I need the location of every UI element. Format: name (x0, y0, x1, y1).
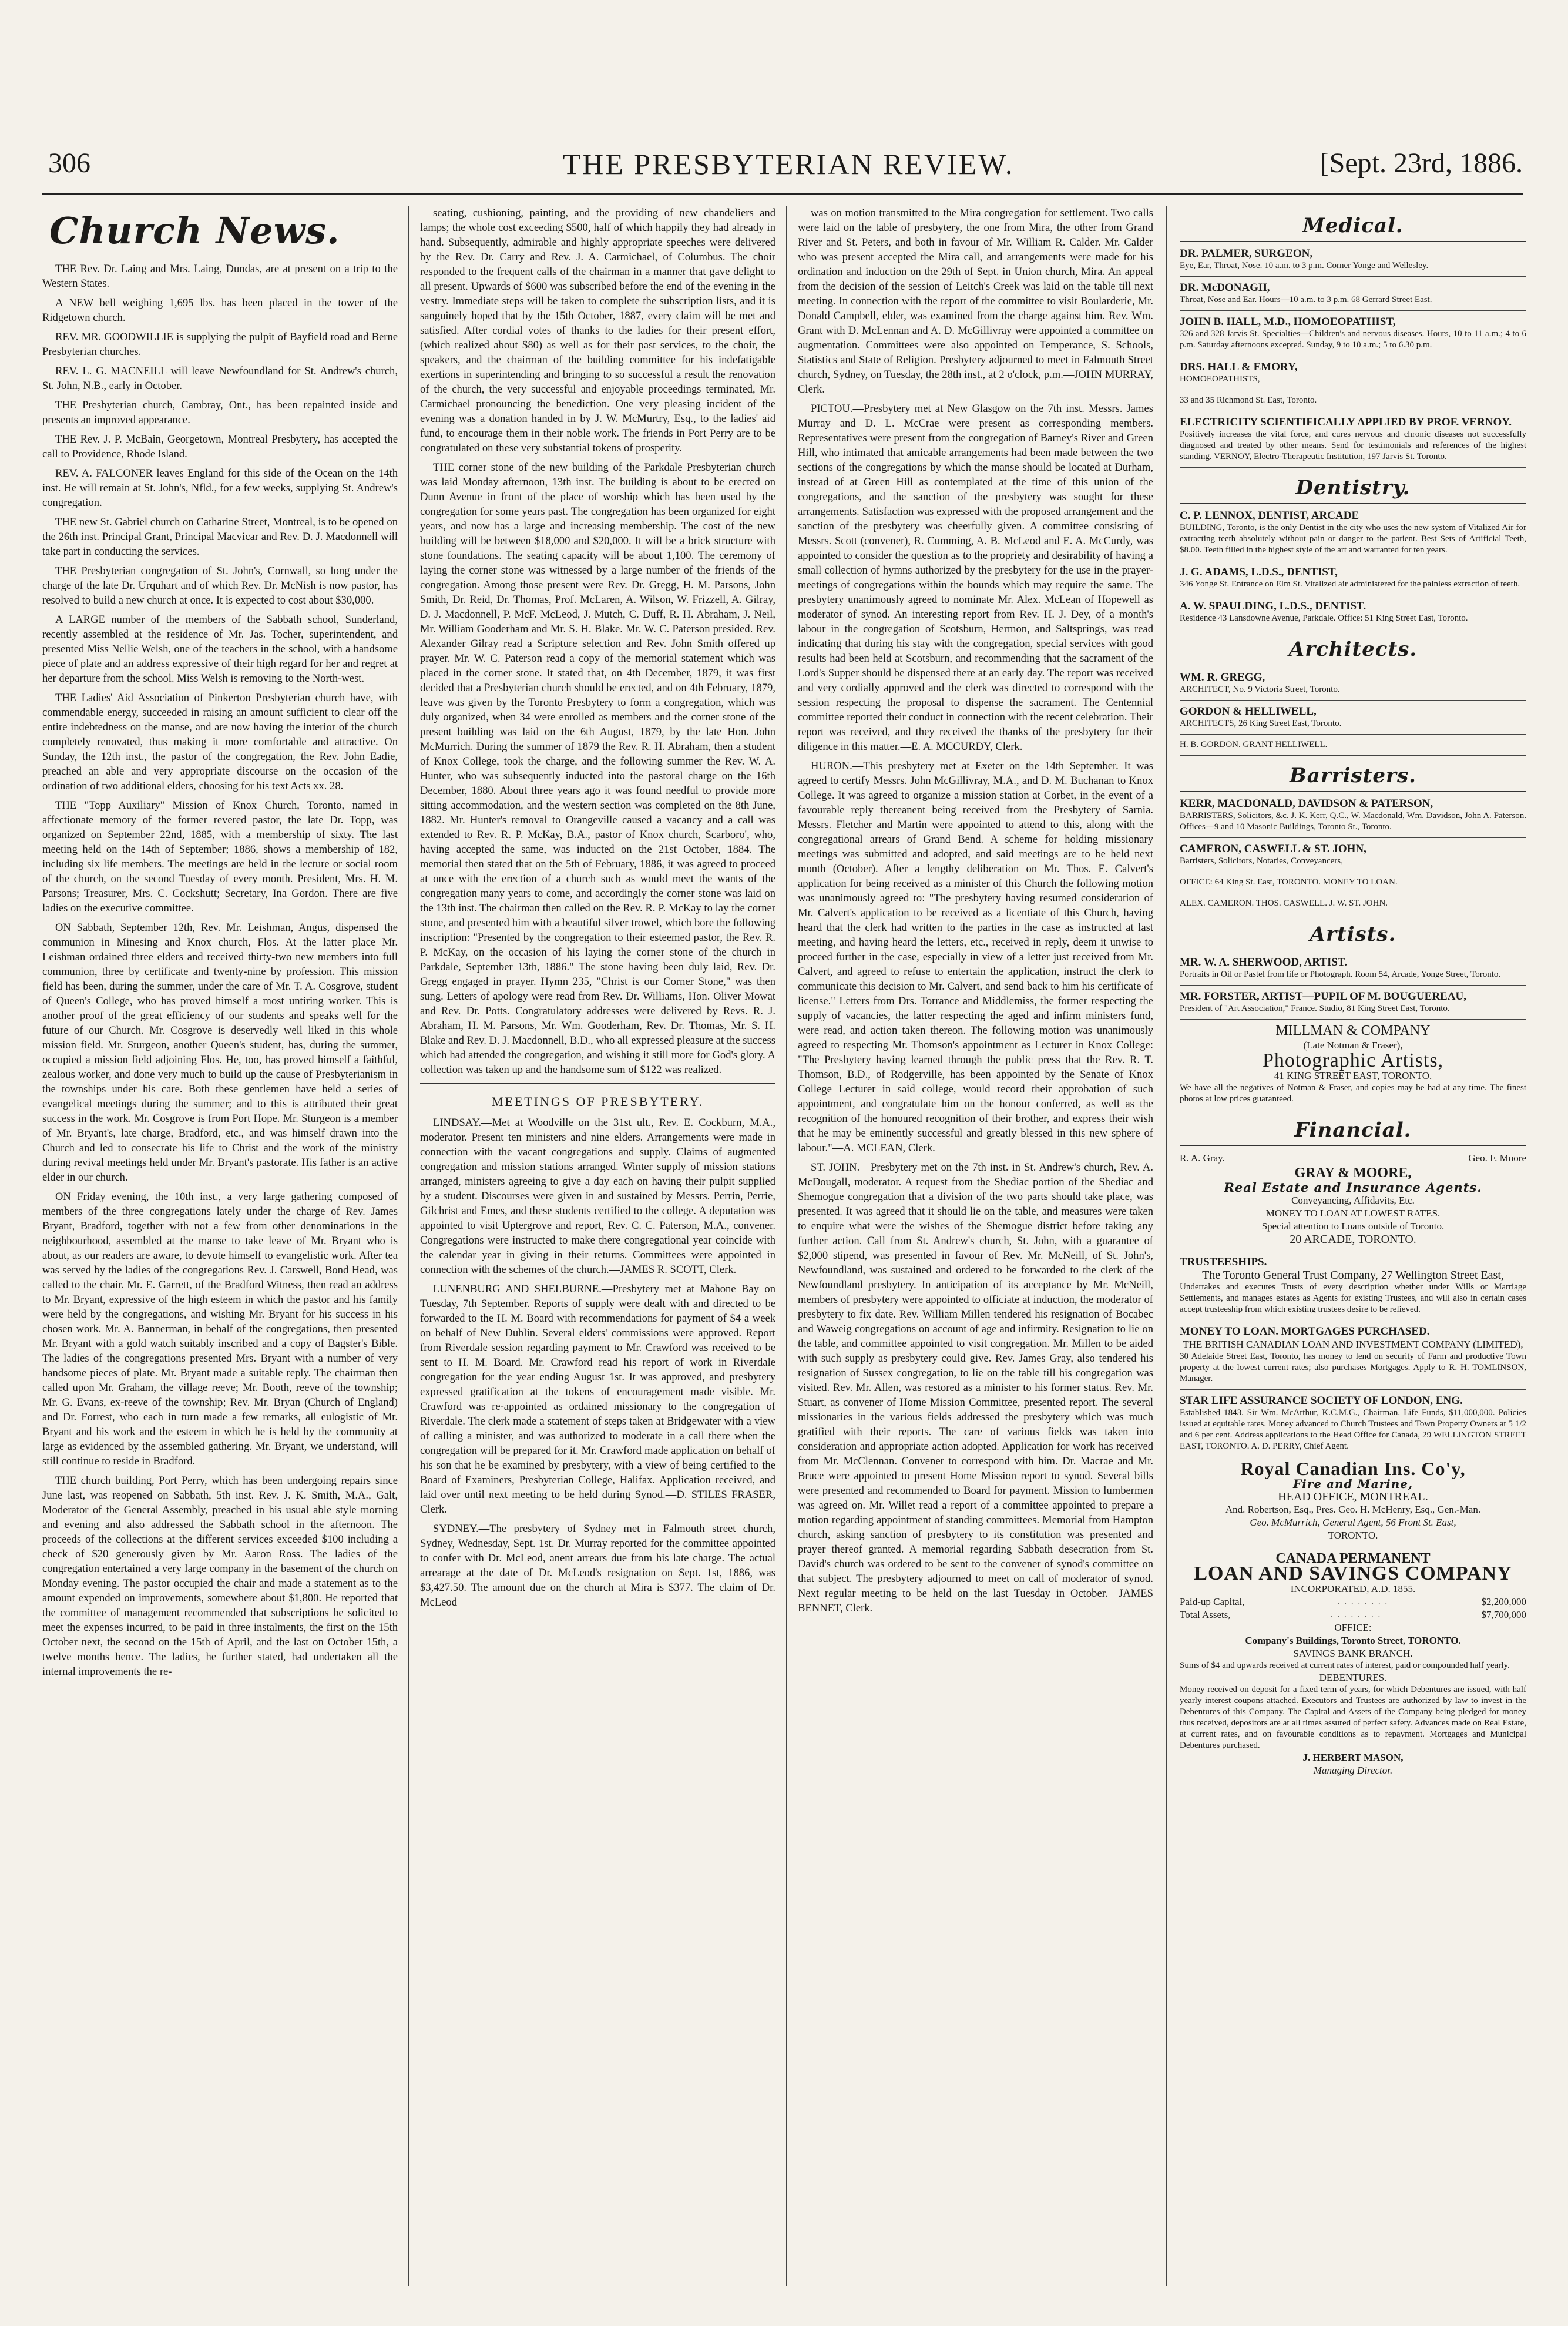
architect-ad-text: ARCHITECT, No. 9 Victoria Street, Toronto. (1180, 685, 1340, 694)
medical-ads (1180, 247, 1526, 468)
medical-ad (1180, 395, 1526, 406)
millman-tagline: Photographic Artists, (1262, 1050, 1444, 1071)
column-2 (420, 206, 775, 2298)
barrister-ad-name: CAMERON, CASWELL & ST. JOHN, (1180, 843, 1366, 855)
canada-permanent-ad: CANADA PERMANENT LOAN AND SAVINGS COMPANY INCORPORATED, A.D. 1855. Paid-up Capital, . . . . . . . . $2,200,000 Total Assets, . . . . . . . . $7,700,000 OFFICE: Company's Buildings, Toronto Street, TORONTO. SAVINGS BANK BRANCH. Sums of $4 and upwards received at current rates of interest, paid or compounded half yearly. DEBENTURES. Money received on deposit for a fixed term of years, for which Debentures are issued, with half yearly interest coupons attached. Executors and Trustees are authorized by law to invest in the Debentures of this Company. The Capital and Assets of the Company being pledged for money thus received, depositors are at all times assured of perfect safety. Advances made on Real Estate, at current rates, and on favourable conditions as to repayment. Mortgages and Municipal Debentures purchased. J. HERBERT MASON, Managing Director. (1180, 1551, 1526, 1776)
dentistry-ad-name: A. W. SPAULDING, L.D.S., DENTIST. (1180, 600, 1366, 612)
medical-ad-name: DRS. HALL & EMORY, (1180, 361, 1298, 373)
column-3-text (798, 206, 1153, 1616)
medical-ad (1180, 281, 1526, 306)
financial-heading: Financial. (1180, 1118, 1526, 1146)
architect-ad-text: ARCHITECTS, 26 King Street East, Toronto. (1180, 719, 1342, 728)
gray-moore-line: Real Estate and Insurance Agents. (1224, 1180, 1482, 1195)
barrister-ad-text: BARRISTERS, Solicitors, &c. J. K. Kerr, Q.C., W. Macdonald, Wm. Davidson, John A. Paterson. Offices—9 and 10 Masonic Buildings, Toronto St., Toronto. (1180, 811, 1526, 832)
news-paragraph: THE "Topp Auxiliary" Mission of Knox Church, Toronto, named in affectionate memory of the former revered pastor, the late Dr. Topp, was organized on September 22nd, 1885, with a membership of sixty. The last meeting held on the 14th of September; 1886, shows a membership of 182, including six life members. The meetings are held in the lecture or social room of the church, on the second Tuesday of every month. President, Mrs. H. M. Parsons; Treasurer, Mrs. C. Cockshutt; Secretary, Ina Gordon. There are five ladies on the executive committee. (42, 799, 398, 914)
presbytery-report: ST. JOHN.—Presbytery met on the 7th inst. in St. Andrew's church, Rev. A. McDougall, moderator. A request from the Shediac portion of the Shediac and Shemogue congregation that a division of the two parts should take place, was presented. It was agreed that it should lie on the table, and measures were taken to enquire what were the wishes of the Shemogue district before taking any further action. Call from St. Andrew's church, St. John, with a guarantee of $2,000 stipend, was presented in favour of Rev. Mr. McNeill, of St. John's, Newfoundland, was sustained and ordered to be forwarded to the clerk of the Newfoundland presbytery. In anticipation of its acceptance by Mr. McNeill, members of presbytery were appointed to officiate at induction, the moderator of presbytery to fix date. Rev. William Millen tendered his resignation of Bocabec and Waweig congregations on account of age and infirmity. Resignation to lie on the table, and committee appointed to visit congregation. Mr. Millen to be aided with such supply as presbytery could give. Rev. James Gray, also tendered his resignation of Sussex congregation, to lie on the table till his congregation was visited. Rev. Mr. Allen, was restored as a minister to his former status. Rev. Mr. Stuart, as convener of Home Mission Committee, presented report. The several missionaries in the various fields addressed the presbytery which was much gratified with their reports. The care of various fields was taken into consideration and appropriate action adopted. Application for work has received from Mr. McClennan. Convener to correspond with him. Dr. Macrae and Mr. Bruce were appointed to present Home Mission report to synod. Several bills were presented and recommended to Board for payment. Mission to lumbermen was agreed on. Mr. Willet read a report of a committee appointed to prepare a motion regarding appointment of standing committees. Memorial from Hampton church, asking sanction of presbytery to its constitution was presented and prayer thereof granted. A memorial regarding Sabbath desecration from St. David's church was ordered to be sent to the convener of synod's committee on that subject. The presbytery adjourned to meet on call of moderator of synod. Next regular meeting to be held on the last Tuesday in October.—JAMES BENNET, Clerk. (798, 1161, 1153, 1614)
column-divider (1166, 206, 1167, 2286)
medical-ad-text: 326 and 328 Jarvis St. Specialties—Children's and nervous diseases. Hours, 10 to 11 a.m.; 4 to 6 p.m. Saturday afternoons excepted. Sunday, 9 to 10 a.m.; 5 to 6.30 p.m. (1180, 329, 1526, 350)
news-paragraph: A NEW bell weighing 1,695 lbs. has been placed in the tower of the Ridgetown church. (42, 297, 398, 324)
presbytery-report: LINDSAY.—Met at Woodville on the 31st ult., Rev. E. Cockburn, M.A., moderator. Present ten ministers and nine elders. Arrangements were made in connection with the vacant congregations and supply. Claims of augmented congregation and mission stations arranged. Winter supply of mission stations arranged, ministers agreeing to give a day each on having their pulpit supplied by a student. Discourses were given in and sustained by Messrs. Perrin, Perrie, Gilchrist and Emes, and these students certified to the college. A deputation was appointed to visit Uptergrove and report, Rev. C. C. Paterson, M.A., convener. Congregations were instructed to make there congregational year coincide with the calendar year in giving in their returns. Committees were appointed in connection with the schemes of the church.—JAMES R. SCOTT, Clerk. (420, 1117, 775, 1276)
barrister-ad (1180, 797, 1526, 833)
architects-ads (1180, 671, 1526, 756)
medical-ad-text: Eye, Ear, Throat, Nose. 10 a.m. to 3 p.m. Corner Yonge and Wellesley. (1180, 261, 1429, 270)
news-paragraph: THE Ladies' Aid Association of Pinkerton Presbyterian church have, with commendable energy, succeeded in raising an amount sufficient to clear off the entire indebtedness on the manse, and are now having the interior of the church completely renovated, thus making it more comfortable and attractive. On Sunday, the 12th inst., the pastor of the congregation, the Rev. John Eadie, preached an able and very appropriate discourse on the occasion of the ordination of two additional elders, choosing for his text Acts xx. 28. (42, 692, 398, 792)
dentistry-ad (1180, 600, 1526, 624)
british-canadian-ad: MONEY TO LOAN. MORTGAGES PURCHASED. THE BRITISH CANADIAN LOAN AND INVESTMENT COMPANY (LIMITED), 30 Adelaide Street East, Toronto, has money to lend on security of Farm and productive Town property at the lowest current rates; also purchases Mortgages. Apply to R. H. TOMLINSON, Manager. (1180, 1325, 1526, 1383)
trusts-ad: TRUSTEESHIPS. The Toronto General Trust Company, 27 Wellington Street East, Undertakes and executes Trusts of every description whether under Wills or Marriage Settlements, and manages estates as Agents for existing Trustees, and will also in certain cases accept trusteeship from which existing trustees desire to be relieved. (1180, 1256, 1526, 1314)
dentistry-ad-text: 346 Yonge St. Entrance on Elm St. Vitalized air administered for the painless extraction of teeth. (1180, 579, 1520, 589)
medical-ad-text: Positively increases the vital force, and cures nervous and chronic diseases not successfully diagnosed and treated by other means. Send for testimonials and references of the highest standing. VERNOY, Electro-Therapeutic Institution, 197 Jarvis St. Toronto. (1180, 430, 1526, 461)
news-paragraph: REV. L. G. MACNEILL will leave Newfoundland for St. Andrew's church, St. John, N.B., early in October. (42, 365, 398, 392)
millman-sub: (Late Notman & Fraser), (1303, 1040, 1403, 1051)
barristers-ads (1180, 797, 1526, 914)
column-3 (798, 206, 1153, 2298)
column-divider (408, 206, 409, 2286)
dentistry-ad (1180, 510, 1526, 556)
medical-ad-name: DR. PALMER, SURGEON, (1180, 247, 1313, 260)
column-1 (42, 206, 398, 2298)
dentistry-ad-text: BUILDING, Toronto, is the only Dentist in the city who uses the new system of Vitalized Air for extracting teeth absolutely without pain or danger to the patient. Best Sets of Artificial Teeth, $8.00. Teeth filled in the highest style of the art and warranted for ten years. (1180, 523, 1526, 555)
barrister-ad (1180, 898, 1526, 909)
artists-ads (1180, 956, 1526, 1020)
millman-name: MILLMAN & COMPANY (1275, 1023, 1431, 1038)
news-paragraph: ON Sabbath, September 12th, Rev. Mr. Leishman, Angus, dispensed the communion in Minesing and Knox church, Flos. At the latter place Mr. Leishman ordained three elders and received thirty-two new members into full communion, three by certificate and twenty-nine by profession. This mission field has been, during the summer, under the care of Mr. T. A. Cosgrove, student of Queen's College, who has proved himself a most untiring worker. This is another proof of the great efficiency of our students and speaks well for the future of our Church. Mr. Cosgrove is deservedly well liked in this whole mission field. Mr. Sturgeon, another Queen's student, has, during the summer, occupied a mission field adjoining Flos. He, too, has proved himself a faithful, zealous worker, and done very much to build up the cause of Presbyterianism in the townships under his care. Both these gentlemen have held a series of evangelical meetings during the summer; and to this is attributed their great success in the work. Mr. Cosgrove is from Port Hope. Mr. Sturgeon is a member of Mr. Bryant's, late charge, Bradford, etc., and was himself drawn into the Church and led to consecrate his life to Christ and the work of the ministry during revival meetings held under Mr. Bryant's pastorate. His father is an active elder in our church. (42, 921, 398, 1184)
gray-moore-ad (1180, 1152, 1526, 1246)
issue-date: [Sept. 23rd, 1886. (1319, 148, 1523, 179)
dentistry-ad (1180, 566, 1526, 590)
architect-ad (1180, 705, 1526, 729)
artist-ad (1180, 956, 1526, 980)
dentistry-ads (1180, 510, 1526, 629)
medical-ad-name: DR. McDONAGH, (1180, 281, 1270, 294)
column-2-reports (420, 1115, 775, 1610)
medical-ad-text: HOMOEOPATHISTS, (1180, 374, 1260, 384)
architect-ad-name: WM. R. GREGG, (1180, 671, 1265, 683)
news-paragraph: THE new St. Gabriel church on Catharine Street, Montreal, is to be opened on the 26th inst. Principal Grant, Principal Macvicar and Rev. D. J. Macdonnell will take part in conducting the services. (42, 516, 398, 558)
barristers-heading: Barristers. (1180, 764, 1526, 792)
news-paragraph: REV. MR. GOODWILLIE is supplying the pulpit of Bayfield road and Berne Presbyterian churches. (42, 331, 398, 358)
presbytery-report: was on motion transmitted to the Mira congregation for settlement. Two calls were laid on the table of presbytery, the one from Mira, the other from Grand River and St. Peters, and both in favour of Mr. William R. Calder. Mr. Calder who was present accepted the Mira call, and arrangements were made for his ordination and induction on the 29th of Sept. in Union church, Mira. An appeal from the decision of the session of Leitch's Creek was laid on the table till next meeting. In connection with the report of the committee to visit Boularderie, Mr. Donald Campbell, elder, was examined from the charge against him. Rev. Wm. Grant with D. McLennan and A. D. McGillivray were appointed a committee on augmentation. Committees were also appointed on Temperance, S. Schools, Statistics and State of Religion. Presbytery adjourned to meet in Falmouth Street church, Sydney, on Tuesday, the 28th inst., at 2 o'clock, p.m.—JOHN MURRAY, Clerk. (798, 207, 1153, 396)
news-paragraph: THE Rev. Dr. Laing and Mrs. Laing, Dundas, are at present on a trip to the Western States. (42, 263, 398, 290)
royal-canadian-ad: Royal Canadian Ins. Co'y, Fire and Marine, HEAD OFFICE, MONTREAL. And. Robertson, Esq., Pres. Geo. H. McHenry, Esq., Gen.-Man. Geo. McMurrich, General Agent, 56 Front St. East, TORONTO. (1225, 1458, 1481, 1541)
partner-right: Geo. F. Moore (1468, 1152, 1526, 1164)
dentistry-ad-name: C. P. LENNOX, DENTIST, ARCADE (1180, 510, 1359, 522)
artists-heading: Artists. (1180, 923, 1526, 950)
news-paragraph: THE corner stone of the new building of the Parkdale Presbyterian church was laid Monday afternoon, 13th inst. The building is about to be erected on Dunn Avenue in front of the place of worship which has been used by the congregation for some years past. The congregation has been organized for eight years, and now has a large and increasing membership. The cost of the new building will be between $18,000 and $20,000. It will be a brick structure with stone foundations. The seating capacity will be about 1,100. The ceremony of laying the corner stone was witnessed by a large number of the friends of the congregation. Among those present were Rev. Dr. Gregg, H. M. Parsons, John Smith, Dr. Reid, Dr. Thomas, Prof. McLaren, A. Wilson, W. Frizzell, A. Gilray, D. J. Macdonnell, P. McF. McLeod, J. Mutch, C. Duff, R. H. Abraham, J. Neil, Mr. William Gooderham and Mr. S. H. Blake. Mr. W. C. Paterson presided. Rev. Alexander Gilray read a Scripture selection and Rev. John Smith offered up prayer. Mr. W. C. Paterson read a copy of the memorial statement which was placed in the corner stone. It stated that, on 4th December, 1879, it was first decided that a Presbyterian church should be erected, and on 4th February, 1879, leave was given by the Toronto Presbytery to form a congregation, which was duly organized, when 34 were enrolled as members and the corner stone of the present building was laid on the 6th August, 1879, by the late Hon. John McMurrich. During the summer of 1879 the Rev. R. H. Abraham, then a student of Knox College, took the charge, and the following summer the Rev. W. A. Hunter, who was subsequently inducted into the pastoral charge on the 16th December, 1880. About three years ago it was found needful to provide more sitting accommodation, and the western section was completed on the 8th June, 1882. Mr. Hunter's removal to Orangeville caused a vacancy and a call was extended to Rev. R. P. McKay, B.A., pastor of Knox church, Scarboro', who, having accepted the same, was inducted on the 21st October, 1884. The memorial then stated that on the 5th of February, 1886, it was agreed to proceed at once with the erection of a church such as would meet the wants of the congregation many years to come, and accordingly the corner stone was laid on the 13th inst. The chairman then called on the Rev. R. P. McKay to lay the corner stone, and presented him with a beautiful silver trowel, which bore the following inscription: "Presented by the congregation to their esteemed pastor, the Rev. R. P. McKay, on the occasion of his laying the corner stone of the church in Parkdale, September 13th, 1886." The stone having been duly laid, Rev. Dr. Gregg engaged in prayer. Hymn 235, "Christ is our Corner Stone," was then sung. Letters of apology were read from Rev. Dr. Williams, Hon. Oliver Mowat and Rev. Dr. Potts. Congratulatory addresses were delivered by Revs. R. J. Abraham, H. M. Parsons, Mr. Wm. Gooderham, Rev. Dr. Thomas, Mr. S. H. Blake and Rev. D. J. Macdonnell, B.D., who all expressed pleasure at the success which had attended the congregation, and wishing it still more for God's glory. A collection was taken up and the handsome sum of $122 was realized. (420, 461, 775, 1076)
section-title: Church News. (49, 209, 340, 252)
star-life-ad: STAR LIFE ASSURANCE SOCIETY OF LONDON, ENG. Established 1843. Sir Wm. McArthur, K.C.M.G., Chairman. Life Funds, $11,000,000. Policies issued at equitable rates. Money advanced to Church Trustees and Town Property Owners at 5 1/2 and 6 per cent. Address applications to the Head Office for Canada, 29 WELLINGTON STREET EAST, TORONTO. A. D. PERRY, Chief Agent. (1180, 1395, 1526, 1451)
page-header (42, 147, 1535, 186)
presbytery-report: HURON.—This presbytery met at Exeter on the 14th September. It was agreed to certify Messrs. John McGillivray, M.A., and D. M. Buchanan to Knox College. It was agreed to organize a mission station at Corbet, in the event of a favourable reply thereanent being received from the Presbytery of Sarnia. Messrs. Fletcher and Martin were appointed to attend to this, along with the congregational arrears of Grand Bend. A scheme for holding missionary meetings was submitted and adopted, and said meetings are to be held next month (October). After a lengthy deliberation on Mr. Thos. E. Calvert's application for being received as a minister of this Church the following motion was unanimously agreed to: "The presbytery having resumed consideration of Mr. Calvert's application to be received as a licentiate of this Church, having heard that the clerk had written to the parties in the case as instructed at last meeting, and having heard the letters, etc., received in reply, deem it unwise to proceed further in the case, especially in view of a letter just received from Mr. Calvert, and agreed to refuse to entertain the application, instruct the clerk to communicate this decision to Mr. Calvert, and send back to him his certificate of license." Letters from Drs. Torrance and Middlemiss, the former respecting the supply of vacancies, the latter respecting the aged and infirm ministers fund, were read, and action taken thereon. The following motion was unanimously agreed to respecting Mr. Thomson's appointment as Lecturer in Knox College: "The Presbytery having learned through the public press that the Rev. R. T. Thomson, B.D., of Rodgerville, has been appointed by the Senate of Knox College Lecturer in said college, would record their approbation of such appointment, and congratulate him on the honour conferred, as well as the recognition of the honoured recognition of their brother, and express their wish that he may be eminently successful and greatly blessed in this new sphere of labour."—A. MCLEAN, Clerk. (798, 760, 1153, 1154)
architect-ad (1180, 671, 1526, 695)
news-paragraph: THE Presbyterian church, Cambray, Ont., has been repainted inside and presents an improved appearance. (42, 399, 398, 426)
artist-ad (1180, 990, 1526, 1014)
presbytery-heading: MEETINGS OF PRESBYTERY. (491, 1094, 704, 1109)
presbytery-report: LUNENBURG AND SHELBURNE.—Presbytery met at Mahone Bay on Tuesday, 7th September. Reports of supply were dealt with and directed to be forwarded to the H. M. Board with recommendations for payment of $4 a week on behalf of New Dublin. Several elders' commissions were approved. Report from Riverdale session regarding payment to Mr. Crawford was received to be sent to H. M. Board. Mr. Crawford read his report of work in Riverdale congregation for the year ending August 1st. It was approved, and presbytery expressed gratification at the tokens of encouragement made visible. Mr. Crawford was re-appointed as ordained missionary to the congregation of Riverdale. The clerk made a statement of steps taken at Bridgewater with a view of calling a minister, and was authorized to moderate in a call there when the congregation will be prepared for it. Mr. Crawford made application on behalf of his son that he be examined by presbytery, with a view of being certified to the Board of Examiners, Presbyterian College, Halifax. Application received, and laid over until next meeting to be held during Synod.—D. STILES FRASER, Clerk. (420, 1283, 775, 1516)
dentistry-ad-text: Residence 43 Lansdowne Avenue, Parkdale. Office: 51 King Street East, Toronto. (1180, 614, 1468, 623)
news-paragraph: ON Friday evening, the 10th inst., a very large gathering composed of members of the three congregations lately under the charge of Rev. James Bryant, Bradford, together with not a few from other denominations in the neighbourhood, assembled at the manse to take leave of Mr. Bryant who is about, as our readers are aware, to devote himself to evangelistic work. After tea was served by the ladies of the congregations Rev. J. Carswell, Bond Head, was called to the chair. Mr. E. Garrett, of the Bradford Witness, then read an address to Mr. Bryant, expressive of the high esteem in which the pastor and his family were held by the congregations, and wishing Mr. Bryant for his success in his chosen work. Mr. A. Bannerman, in behalf of the congregations, then presented Mr. Bryant with a gold watch suitably inscribed and a copy of Bagster's Bible. The ladies of the congregations presented Mrs. Bryant with a number of very handsome pieces of plate. Mr. Bryant made a suitable reply. The chairman then called upon Mr. Graham, the village reeve; Mr. Booth, reeve of the township; Mr. G. Evans, ex-reeve of the township; Rev. Mr. Bryan (Church of England) and Dr. Forrest, who each in turn made a few remarks, all eulogistic of Mr. Bryant and his work and the esteem in which he is held by the community at large as evidenced by the assembled gathering. Mr. Bryant, we understand, will still continue to reside in Bradford. (42, 1191, 398, 1467)
column-2-text (420, 206, 775, 1077)
barrister-ad-text: OFFICE: 64 King St. East, TORONTO. MONEY TO LOAN. (1180, 877, 1398, 887)
dentistry-heading: Dentistry. (1180, 476, 1526, 504)
millman-address: 41 KING STREET EAST, TORONTO. (1274, 1070, 1432, 1081)
news-paragraph: THE Rev. J. P. McBain, Georgetown, Montreal Presbytery, has accepted the call to Providence, Rhode Island. (42, 433, 398, 460)
partner-left: R. A. Gray. (1180, 1152, 1225, 1164)
gray-moore-money: MONEY TO LOAN AT LOWEST RATES. (1265, 1208, 1441, 1219)
news-paragraph: REV. A. FALCONER leaves England for this side of the Ocean on the 14th inst. He will remain at St. John's, Nfld., for a few weeks, supplying St. Andrew's congregation. (42, 467, 398, 509)
news-paragraph: THE church building, Port Perry, which has been undergoing repairs since June last, was reopened on Sabbath, 5th inst. Rev. J. K. Smith, M.A., Galt, Moderator of the General Assembly, preached in his usual able style morning and evening and also addressed the Sabbath school in the afternoon. The proceeds of the collections at the different services exceeded $100 including a check of $20 generously given by Mr. Aaron Ross. The ladies of the congregation entertained a very large company in the basement of the church on Monday evening. The pastor occupied the chair and made a statement as to the amount expended on improvements, somewhere about $1,800. He reported that the committee of management recommended that subscriptions be solicited to meet the expenses incurred, to be paid in three instalments, the first on the 15th October next, the second on the 15th of April, and the last on October 15th, a twelve months hence. The ladies, he further stated, had undertaken all the internal improvements the re- (42, 1474, 398, 1678)
barrister-ad-text: ALEX. CAMERON. THOS. CASWELL. J. W. ST. JOHN. (1180, 899, 1388, 908)
column-1-text (42, 262, 398, 1679)
gray-moore-text: Conveyancing, Affidavits, Etc. (1291, 1195, 1415, 1206)
millman-ad (1180, 1024, 1526, 1105)
masthead-title: THE PRESBYTERIAN REVIEW. (562, 148, 1015, 180)
artist-ad-text: Portraits in Oil or Pastel from life or Photograph. Room 54, Arcade, Yonge Street, Toronto. (1180, 970, 1501, 979)
news-paragraph: THE Presbyterian congregation of St. John's, Cornwall, so long under the charge of the late Dr. Urquhart and of which Rev. Dr. McNish is now pastor, has resolved to build a new church at once. It is expected to cost about $30,000. (42, 565, 398, 606)
medical-ad (1180, 316, 1526, 351)
millman-note: We have all the negatives of Notman & Fraser, and copies may be had at any time. The finest photos at low prices guaranteed. (1180, 1083, 1526, 1104)
barrister-ad (1180, 877, 1526, 888)
header-rule (42, 193, 1523, 195)
medical-ad-name: JOHN B. HALL, M.D., HOMOEOPATHIST, (1180, 316, 1396, 328)
news-paragraph: A LARGE number of the members of the Sabbath school, Sunderland, recently assembled at the residence of Mr. Jas. Tocher, superintendent, and presented Miss Nellie Welsh, one of the teachers in the school, with a handsome piece of plate and an address expressive of their high regard for her and regret at her departure from the school. Miss Welsh is removing to the North-west. (42, 614, 398, 685)
medical-ad-name: ELECTRICITY SCIENTIFICALLY APPLIED BY PROF. VERNOY. (1180, 416, 1512, 428)
medical-ad (1180, 361, 1526, 385)
page-number: 306 (48, 148, 90, 179)
advertisements-column (1180, 206, 1526, 2298)
medical-ad-text: 33 and 35 Richmond St. East, Toronto. (1180, 396, 1317, 405)
gray-moore-special: Special attention to Loans outside of Toronto. (1261, 1221, 1445, 1232)
newspaper-page (35, 35, 1539, 2304)
artist-ad-name: MR. W. A. SHERWOOD, ARTIST. (1180, 956, 1347, 968)
medical-ad (1180, 416, 1526, 462)
presbytery-report: PICTOU.—Presbytery met at New Glasgow on the 7th inst. Messrs. James Murray and D. L. McCrae were present as corresponding members. Representatives were present from the congregation of Barney's River and Green Hill, who intimated that amicable arrangements had been made between the two sections of the congregations by which the manse should be located at Durham, instead of at Green Hill as contemplated at the time of this union of the congregations, and the sanction of the presbytery was sought for these arrangements. Satisfaction was expressed with the proposed arrangement and the sanction of the presbytery was cheerfully given. A committee consisting of Messrs. Scott (convener), R. Cumming, A. B. McLeod and E. A. McCurdy, was appointed to consider the question as to the propriety and desirability of having a small collection of hymns authorized by the presbytery for the use in the prayer-meetings of congregations within the bounds which may require the same. The presbytery unanimously agreed to nominate Mr. Alex. McLean of Hopewell as moderator of synod. An interesting report from Rev. H. J. Dey, of a month's labour in the congregation of Scotsburn, Hermon, and Saltsprings, was read indicating that during his stay with the congregation, special services with good results had been held at Scotsburn, and recommending that the sacrament of the Lord's Supper should be dispensed there at an early day. The report was received and very cordially approved and the clerk was directed to correspond with the session respecting the proposal to dispense the sacrament. The Centennial committee reported their conduct in connection with the recent celebration. Their report was received, and they received the thanks of the presbytery for their diligence in this matter.—E. A. MCCURDY, Clerk. (798, 403, 1153, 753)
presbytery-report: SYDNEY.—The presbytery of Sydney met in Falmouth street church, Sydney, Wednesday, Sept. 1st. Dr. Murray reported for the committee appointed to confer with Dr. McLeod, anent arrears due from his late charge. The actual arrearage at the date of Dr. McLeod's resignation on Sept. 1st, 1886, was $3,427.50. The amount due on the church at Mira is $377. The claim of Dr. McLeod (420, 1523, 775, 1608)
architects-heading: Architects. (1180, 638, 1526, 665)
architect-ad (1180, 739, 1526, 750)
column-divider (786, 206, 787, 2286)
architect-ad-name: GORDON & HELLIWELL, (1180, 705, 1317, 718)
barrister-ad-name: KERR, MACDONALD, DAVIDSON & PATERSON, (1180, 797, 1433, 810)
artist-ad-name: MR. FORSTER, ARTIST—PUPIL OF M. BOUGUEREAU, (1180, 990, 1466, 1003)
gray-moore-address: 20 ARCADE, TORONTO. (1290, 1233, 1416, 1246)
medical-ad-text: Throat, Nose and Ear. Hours—10 a.m. to 3 p.m. 68 Gerrard Street East. (1180, 295, 1432, 304)
barrister-ad-text: Barristers, Solicitors, Notaries, Conveyancers, (1180, 856, 1343, 866)
barrister-ad (1180, 843, 1526, 867)
gray-moore-name: GRAY & MOORE, (1294, 1165, 1412, 1181)
divider (420, 1083, 775, 1084)
news-paragraph: seating, cushioning, painting, and the providing of new chandeliers and lamps; the whole cost exceeding $500, half of which happily they had already in hand. Subsequently, admirable and highly appropriate speeches were delivered by the Rev. Dr. Carry and Rev. J. A. Carmichael, of Columbus. The choir responded to the frequent calls of the chairman in a manner that gave delight to all present. Upwards of $600 was subscribed before the end of the evening in the vestry. Immediate steps will be taken to complete the subscription lists, and it is sanguinely hoped that by the 15th October, 1887, every claim will be met and satisfied. After cordial votes of thanks to the ladies for their present effort, (which realized about $80) as well as for their past services, to the choir, the speakers, and the chairman of the building committee for his indefatigable exertions in superintending and bringing to so successful a result the renovation of the church, the very successful and enjoyable proceedings terminated, Mr. Carmichael pronouncing the benediction. One very pleasing incident of the evening was a donation handed in by J. W. McMurtry, Esq., to the ladies' aid fund, to encourage them in their noble work. The friends in Port Perry are to be congratulated on these very substantial tokens of prosperity. (420, 207, 775, 454)
architect-ad-text: H. B. GORDON. GRANT HELLIWELL. (1180, 740, 1328, 749)
artist-ad-text: President of "Art Association," France. Studio, 81 King Street East, Toronto. (1180, 1004, 1450, 1013)
dentistry-ad-name: J. G. ADAMS, L.D.S., DENTIST, (1180, 566, 1338, 578)
medical-heading: Medical. (1180, 214, 1526, 242)
medical-ad (1180, 247, 1526, 272)
